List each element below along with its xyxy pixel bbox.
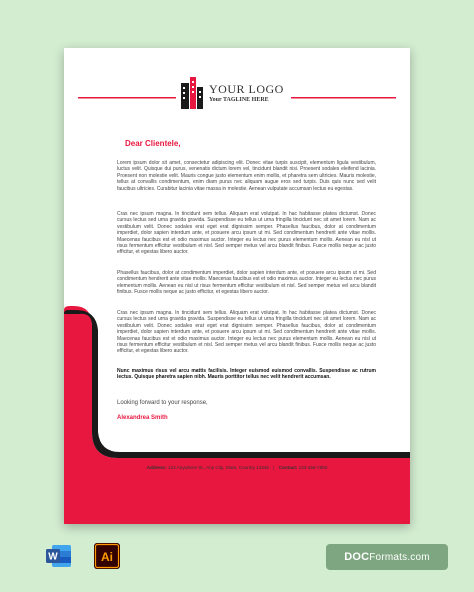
body-paragraph-2: Cras nec ipsum magna. In tincidunt sem tellus. Aliquam erat volutpat. In hac habitasse platea dictumst. Donec cursus lectus sed urna gravida gravida. Suspendisse eu tellus ut urna fringilla tincidunt nec sit amet lorem. Nam ac vestibulum velit. Donec sodales erat eget erat dignissim semper. Phasellus faucibus, dolor at condimentum imperdiet, dolor sapien interdum ante, et posuere arcu ipsum ut mi. Sed condimentum hendrerit ante vitae mollis. Maecenas faucibus est et odio maximus auctor. Integer eu lectus nec purus elementum mollis. Aenean eu nisl ut risus fermentum efficitur vestibulum et nisl. Sed semper metus vel arcu blandit finibus. Fusce mollis neque ac justo efficitur, et egestas libero auctor. [117, 211, 376, 256]
address-text: 123 Anywhere St., Any City, State, Country 12345 [167, 465, 269, 470]
body-paragraph-3: Phasellus faucibus, dolor at condimentum imperdiet, dolor sapien interdum ante, et posuere arcu ipsum ut mi. Sed condimentum hendrerit ante vitae mollis. Maecenas faucibus est et odio maximus auctor. Integer eu lectus nec purus elementum mollis. Aenean eu nisl ut risus fermentum efficitur vestibulum et nisl. Sed semper metus vel arcu blandit finibus. Fusce mollis neque ac justo efficitur, et egestas libero auctor. [117, 270, 376, 296]
illustrator-icon-text: Ai [101, 550, 113, 564]
logo-tagline: Your TAGLINE HERE [209, 97, 269, 103]
brand-prefix: DOC [344, 551, 370, 563]
docformats-badge[interactable] [326, 544, 448, 570]
address-label: Address: [146, 465, 167, 470]
signer-name: Alexandrea Smith [117, 415, 168, 421]
salutation: Dear Clientele, [125, 139, 181, 148]
word-icon[interactable] [46, 543, 72, 569]
closing-line: Looking forward to your response, [117, 400, 208, 406]
contact-text: 123-456-7890 [298, 465, 328, 470]
bold-paragraph: Nunc maximus risus vel arcu mattis facilisis. Integer euismod euismod convallis. Suspendisse ac rutrum lectus. Quisque pharetra sapien nibh. Mauris porttitor tellus nec velit hendrerit accumsan. [117, 368, 376, 381]
contact-label: Contact: [278, 465, 298, 470]
body-paragraph-4: Cras nec ipsum magna. In tincidunt sem tellus. Aliquam erat volutpat. In hac habitasse platea dictumst. Donec cursus lectus sed urna gravida gravida. Suspendisse eu tellus ut urna fringilla tincidunt nec sit amet lorem. Nam ac vestibulum velit. Donec sodales erat eget erat dignissim semper. Phasellus faucibus, dolor at condimentum imperdiet, dolor sapien interdum ante, et posuere arcu ipsum ut mi. Sed condimentum hendrerit ante vitae mollis. Maecenas faucibus est et odio maximus auctor. Integer eu lectus nec purus elementum mollis. Aenean eu nisl ut risus fermentum efficitur vestibulum et nisl. Sed semper metus vel arcu blandit finibus. Fusce mollis neque ac justo efficitur, et egestas libero auctor. [117, 310, 376, 355]
word-icon-letter: W [48, 551, 58, 563]
body-paragraph-1: Lorem ipsum dolor sit amet, consectetur adipiscing elit. Donec vitae turpis suscipit, elementum ligula vestibulum, luctus velit. Quisque dui purus, venenatis dictum lorem vel, tincidunt blandit nisi. Proesent sodales eleifend lacinia. Proesent non molestie velit. Mauris congue justo elementum enim mollis, et pharetra sem ultricies. Mauris molestie, tellus at convallis condimentum, enim diam purus nec aliquam augue eros sed turpis. Duis quis nunc sed velit faucibus ultricies. Curabitur lacinia vitae massa in molestie. Aenean vulputate accumsan lectus eu egestas. [117, 160, 376, 192]
brand-suffix: Formats.com [369, 551, 430, 563]
letterhead-footer [64, 465, 410, 470]
building-logo-icon [181, 77, 203, 109]
footer-separator: | [273, 465, 275, 470]
letterhead-page [64, 48, 410, 524]
logo-text: YOUR LOGO [209, 82, 284, 96]
illustrator-icon[interactable] [94, 543, 120, 569]
